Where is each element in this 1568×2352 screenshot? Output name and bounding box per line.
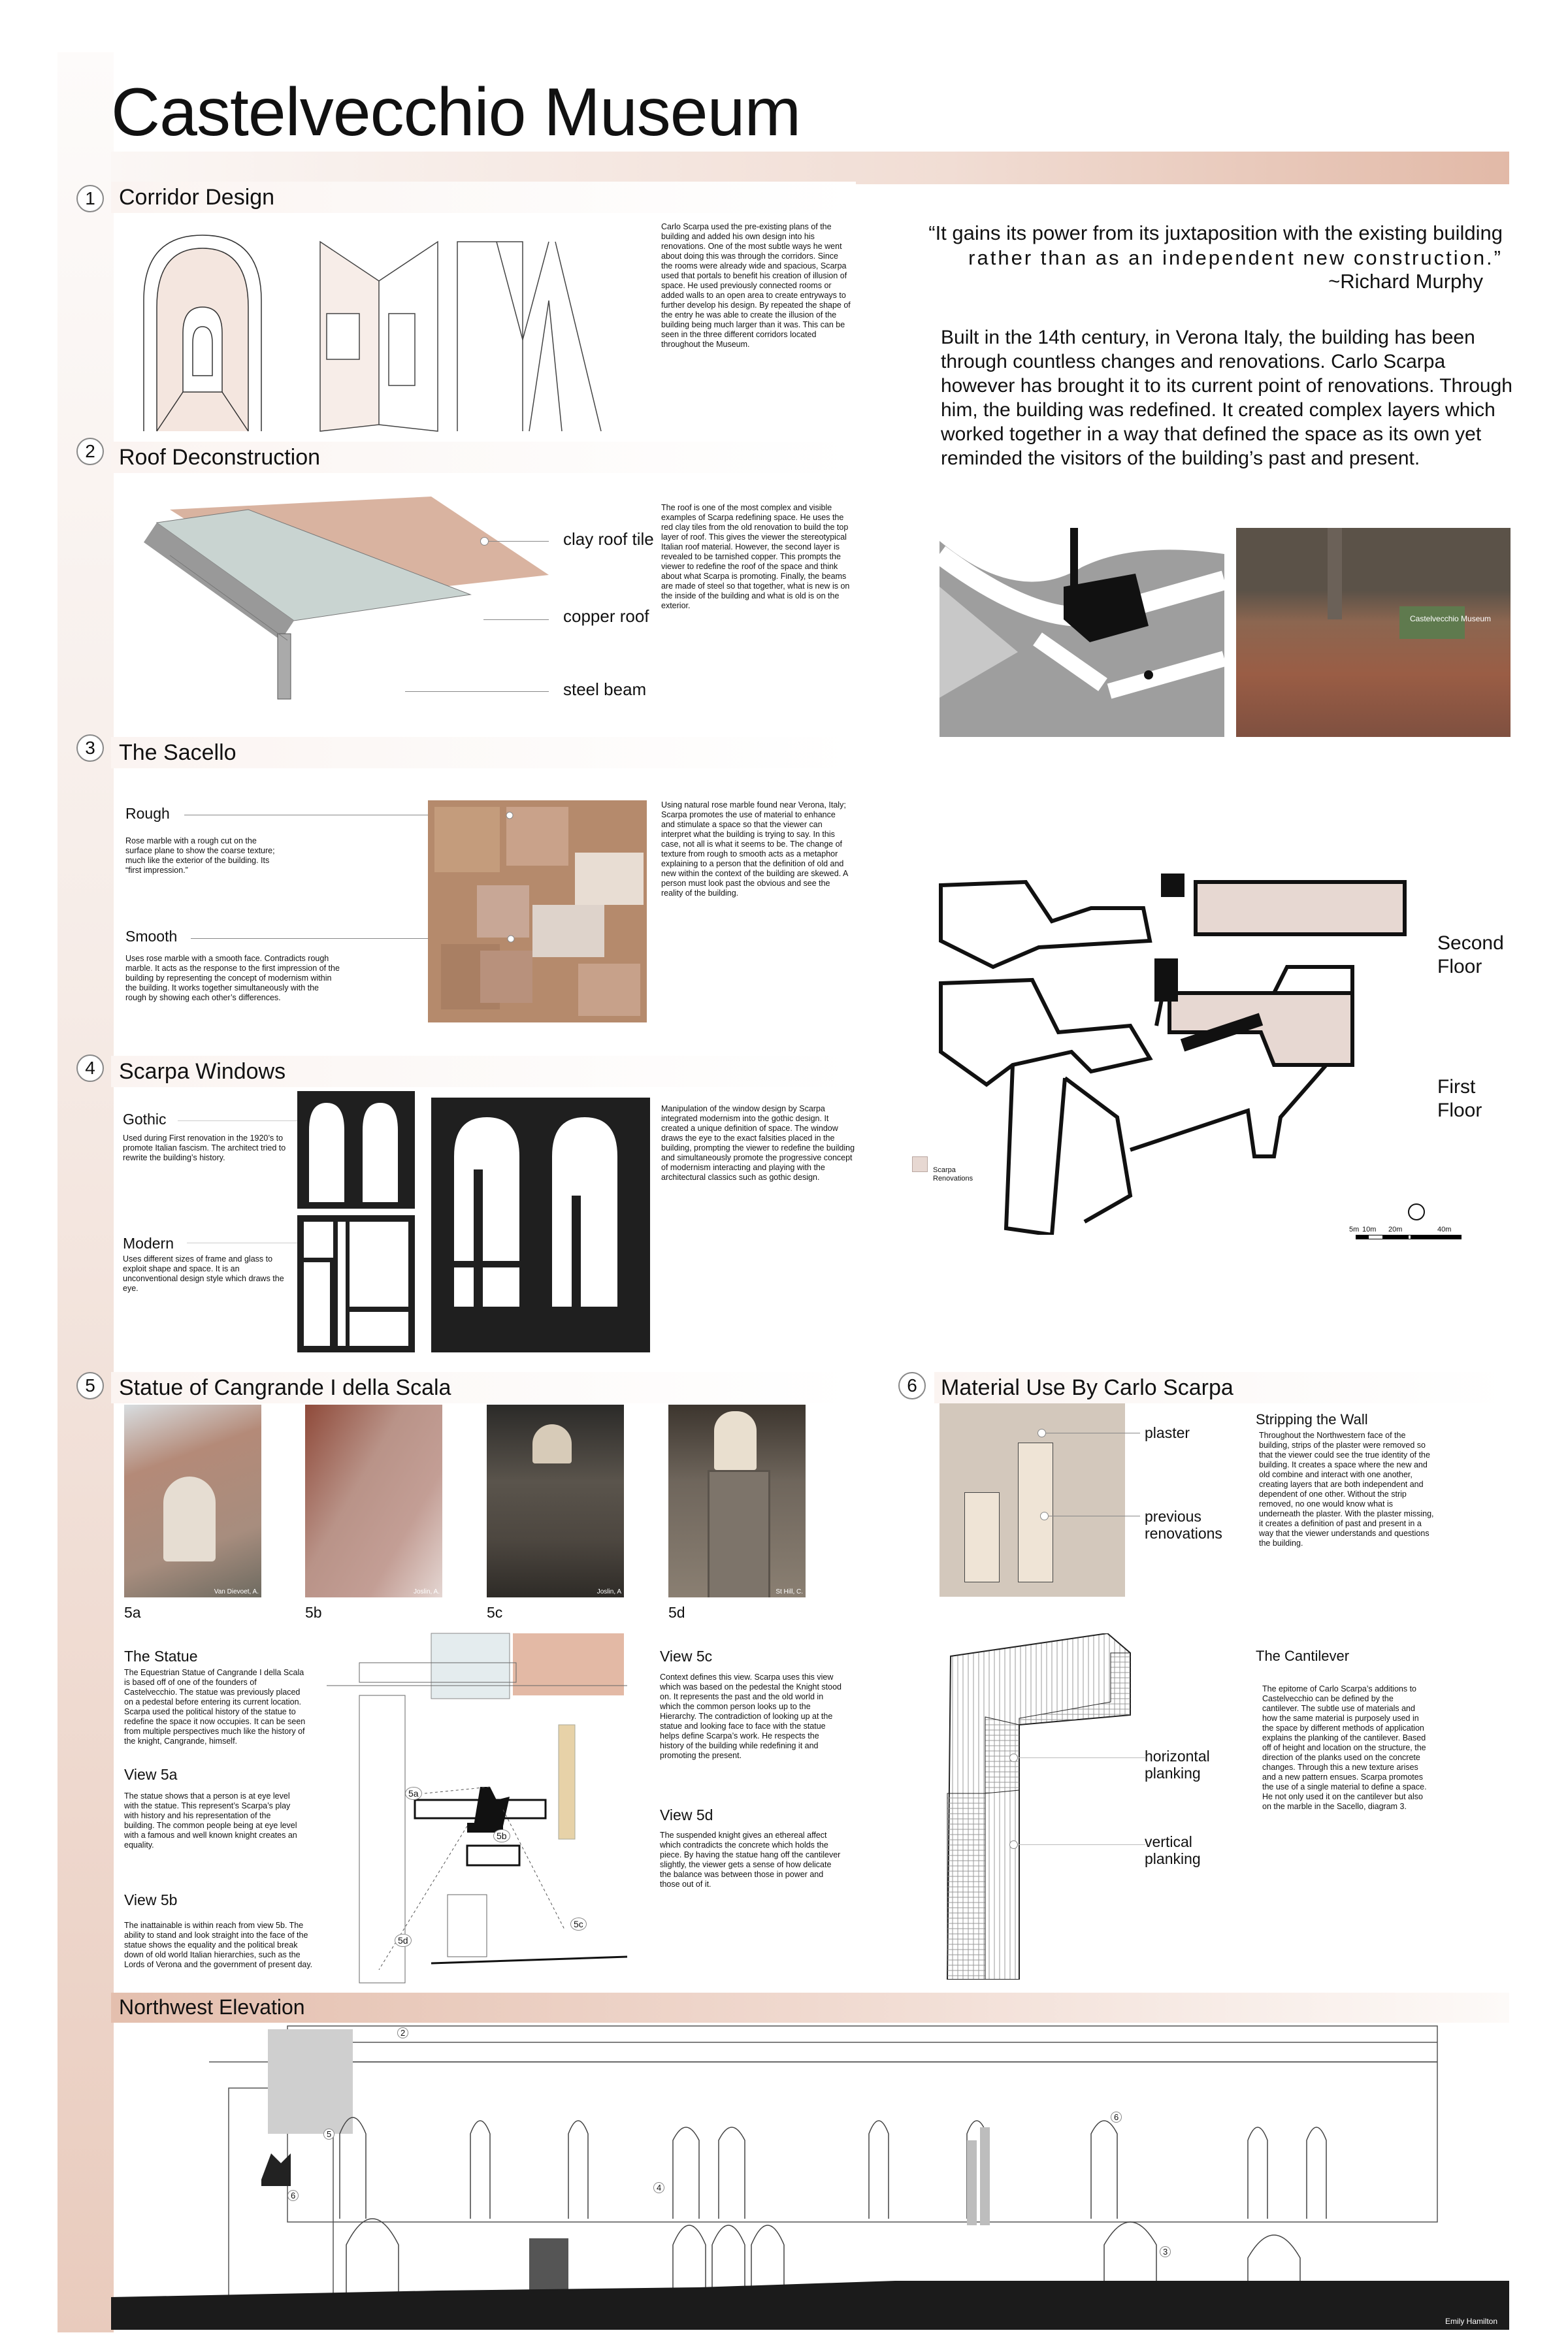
label-marker [480,537,489,546]
label-marker [1009,1840,1018,1849]
scale-label-40m: 40m [1437,1226,1452,1233]
elevation-tag-6a: 6 [287,2190,299,2201]
intro-paragraph: Built in the 14th century, in Verona Italy, the building has been through countless changes and renovations. Carlo Scarpa however has brought it to its current point of renovations. Through him, the building was redefined. It created complex layers which worked together in a way that defined the space as its own yet reminded the visitors of the building’s past and present. [941,327,1512,469]
stripping-title: Stripping the Wall [1256,1411,1368,1428]
gothic-title: Gothic [123,1111,167,1128]
scale-label-20m: 20m [1388,1226,1403,1233]
first-floor-plan [941,960,1352,1235]
combined-window [431,1098,650,1352]
satellite-map-label: Castelvecchio Museum [1410,614,1492,623]
photo-5c [487,1405,624,1597]
photo-5b [305,1405,442,1597]
stripped-panel-right [1018,1443,1053,1582]
roof-tiles [513,1633,624,1695]
gothic-body: Used during First renovation in the 1920’s to promote Italian fascism. The architect tried to rewrite the building’s history. [123,1134,286,1162]
section-4-number: 4 [76,1054,104,1082]
label-copper-roof: copper roof [563,606,649,626]
diagram-tag-5a: 5a [405,1787,422,1800]
window-diagrams [297,1091,650,1352]
section-6-title: Material Use By Carlo Scarpa [941,1375,1233,1400]
north-arrow-icon [1408,1203,1425,1220]
diagram-tag-5d: 5d [395,1934,412,1947]
photo-label-5b: 5b [305,1604,322,1621]
photo-5c-credit: Joslin, A [596,1588,621,1595]
rough-body: Rose marble with a rough cut on the surface plane to show the coarse texture; much like the exterior of the building. Its “first impression.” [125,836,275,875]
stripped-panel-left [964,1492,1000,1582]
roof-element [268,2029,353,2134]
label-marker [1040,1512,1049,1520]
cantilever-title: The Cantilever [1256,1648,1350,1664]
legend-label: Scarpa Renovations [933,1166,973,1183]
scale-label-10m: 10m [1362,1226,1377,1233]
modern-title: Modern [123,1235,174,1252]
photo-5d-credit: St Hill, C. [776,1588,803,1595]
second-floor-plan [941,875,1405,967]
cantilever-diagram [934,1633,1150,1980]
elevation-tag-3: 3 [1160,2246,1171,2257]
bridge [1070,528,1078,587]
view-5d-title: View 5d [660,1806,713,1823]
section-1-body: Carlo Scarpa used the pre-existing plans of the building and added his own design into his renovations. One of the most subtle ways he went about doing this was through the corridors. Since the rooms were already wide and spacious, Scarpa used that portals to benefit his creation of illusion of space. He used previously connected rooms or added walls to an open area to create entryways to further develop his design. By repeated the shape of the entry he was able to create the illusion of the building being much larger than it was. This can be seen in the three different corridors located throughout the Museum. [661,222,851,349]
statue-title: The Statue [124,1648,198,1665]
section-3-number: 3 [76,734,104,762]
photo-label-5a: 5a [124,1604,141,1621]
modern-window [297,1215,415,1352]
diagram-tag-5b: 5b [493,1829,510,1842]
ground [111,2281,1509,2330]
label-horizontal-planking: horizontal planking [1145,1748,1210,1782]
author-credit: Emily Hamilton [1445,2317,1498,2326]
legend-swatch-scarpa [912,1156,928,1172]
label-clay-roof-tile: clay roof tile [563,529,654,549]
view-5b-title: View 5b [124,1891,178,1908]
section-4-title: Scarpa Windows [119,1059,286,1084]
photo-5a-credit: Van Dievoet, A. [214,1588,259,1595]
modern-body: Uses different sizes of frame and glass to exploit shape and space. It is an unconventional design style which draws the eye. [123,1254,284,1293]
smooth-body: Uses rose marble with a smooth face. Contradicts rough marble. It acts as the response to the first impression of the building by representing the concept of modernism within the building. It works together simultaneously with the rough by showing each other’s differences. [125,954,340,1002]
corridor-drawing-1 [144,235,261,431]
section-1-title: Corridor Design [119,185,275,210]
cantilever-body: The epitome of Carlo Scarpa’s additions to Castelvecchio can be defined by the cantilever. The subtle use of materials and how the same material is purposely used in the space by different methods of application explains the planking of the cantilever. Based off of height and location on the structure, the direction of the planks used on the concrete changes. Through this a new texture arises and a new pattern ensues. Scarpa promotes the use of a single material to define a space. He not only used it on the cantilever but also on the marble in the Sacello, diagram 3. [1262,1684,1427,1811]
statue-section-drawing [327,1630,640,1993]
section-5-title: Statue of Cangrande I della Scala [119,1375,451,1400]
section-2-number: 2 [76,438,104,465]
northwest-elevation-drawing [111,2023,1509,2330]
statue-silhouette [474,1787,510,1826]
photo-5b-credit: Joslin, A. [413,1588,440,1595]
statue-body: The Equestrian Statue of Cangrande I della Scala is based off of one of the founders of Castelvecchio. The statue was previously placed on a pedestal before entering its current location. Scarpa used the political history of the statue to redefine the space it now occupies. It can be seen from multiple perspectives much like the history of the knight, Cangrande, himself. [124,1668,306,1746]
section-2-title: Roof Deconstruction [119,445,321,470]
label-plaster: plaster [1145,1424,1190,1441]
corridor-drawing-3 [457,242,601,431]
rough-title: Rough [125,805,170,822]
section-3-title: The Sacello [119,740,237,765]
elevation-tag-5: 5 [323,2129,335,2140]
photo-label-5d: 5d [668,1604,685,1621]
label-marker [1009,1754,1018,1762]
label-second-floor: Second Floor [1437,932,1504,977]
elevation-title: Northwest Elevation [119,1995,305,2019]
quote-line-2: rather than as an independent new construction.” [968,246,1503,269]
title-underline-bar [111,152,1509,184]
decorative-side-strip [57,52,114,2332]
floor-plans [934,869,1457,1235]
photo-label-5c: 5c [487,1604,503,1621]
label-steel-beam: steel beam [563,679,647,699]
section-4-body: Manipulation of the window design by Scarpa integrated modernism into the gothic design. It created a unique definition of space. The window draws the eye to the exact falsities placed in the building, prompting the viewer to redefine the building and simultaneously promote the progressive concept of modernism interacting and playing with the architectural classics such as gothic design. [661,1104,855,1182]
diagram-tag-5c: 5c [570,1918,587,1931]
elevation-tag-2: 2 [397,2027,408,2038]
section-3-body: Using natural rose marble found near Verona, Italy; Scarpa promotes the use of material to enhance and stimulate a space so that the viewer can interpret what the building is trying to say. In this case, not all is what it seems to be. The change of texture from rough to smooth acts as a metaphor explaining to a person that the definition of old and new within the context of the building are skewed. A person must look past the obvious and see the reality of the building. [661,800,848,898]
photo-5a [124,1405,261,1597]
section-2-body: The roof is one of the most complex and visible examples of Scarpa redefining space. He uses the red clay tiles from the old renovation to build the top layer of roof. This gives the viewer the stereotypical Italian roof material. However, the second layer is revealed to be tarnished copper. This prompts the viewer to redefine the roof of the space and think about what Scarpa is promoting. Finally, the beams are made of steel so that together, what is new is on the inside of the building and what is old is on the exterior. [661,503,850,610]
site-plan-map [939,528,1224,737]
elevation-tag-4: 4 [653,2182,664,2193]
view-5c-body: Context defines this view. Scarpa uses this view which was based on the pedestal the Knight stood on. It represents the past and the old world in which the common person looks up to the Hierarchy. The contradiction of looking up at the statue and looking face to face with the statue helps define Scarpa’s work. He respects the history of the building while redefining it and promoting the present. [660,1673,841,1760]
steel-beam [278,634,291,699]
scale-label-5m: 5m [1349,1226,1360,1233]
section-5-number: 5 [76,1372,104,1399]
satellite-map [1236,528,1511,737]
corridor-drawings [131,222,653,438]
elevation-header-bar [111,1993,1509,2023]
quote-attribution: ~Richard Murphy [1328,270,1483,293]
view-5d-body: The suspended knight gives an ethereal affect which contradicts the concrete which holds the piece. By having the statue hang off the cantilever slightly, the viewer gets a sense of how delicate the balance was between those in power and those out of it. [660,1831,841,1889]
label-vertical-planking: vertical planking [1145,1833,1201,1867]
label-first-floor: First Floor [1437,1076,1482,1121]
stripping-body: Throughout the Northwestern face of the building, strips of the plaster were removed so that the viewer could see the true identity of the building. It creates a space where the new and old combine and interact with one another, creating layers that are both independent and dependent of one other. Without the strip removed, no one would know what is underneath the plaster. With the plaster missing, it creates a definition of past and present in a way that the viewer understands and questions the building. [1259,1431,1434,1548]
label-marker [1037,1429,1046,1437]
view-5b-body: The inattainable is within reach from view 5b. The ability to stand and look straight into the face of the statue shows the equality and the political break down of old world Italian hierarchies, such as the Lords of Verona and the government of present day. [124,1921,313,1969]
section-6-number: 6 [898,1372,926,1399]
elevation-tag-6b: 6 [1111,2112,1122,2123]
smooth-title: Smooth [125,928,178,945]
quote-line-1: “It gains its power from its juxtaposition with the existing building [928,221,1503,244]
view-5c-title: View 5c [660,1648,713,1665]
label-previous-renovations: previous renovations [1145,1508,1222,1542]
gothic-window [297,1091,415,1209]
corridor-drawing-2 [320,242,438,431]
photo-5d [668,1405,806,1597]
poster-title: Castelvecchio Museum [111,74,801,150]
scale-bar [1356,1235,1462,1239]
section-1-number: 1 [76,185,104,212]
view-5a-title: View 5a [124,1766,178,1783]
statue-silhouette [261,2153,291,2186]
view-5a-body: The statue shows that a person is at eye level with the statue. This represent’s Scarpa’s play with history and his representation of the building. The common people being at eye level with a famous and well known knight creates an equality. [124,1791,297,1850]
sacello-marble-photo [428,800,647,1022]
roof-diagram [118,483,549,706]
